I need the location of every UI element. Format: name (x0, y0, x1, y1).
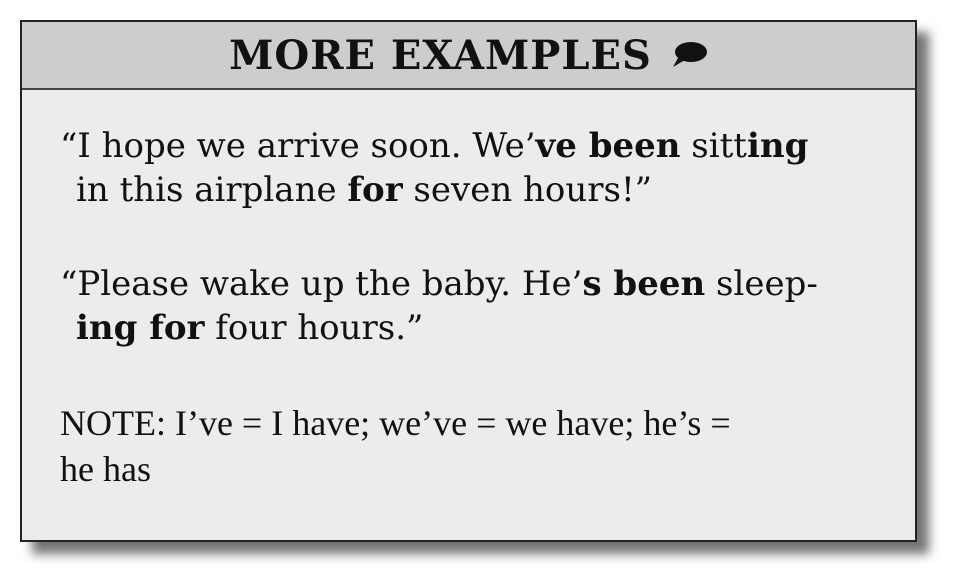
text-segment: seven hours!” (402, 170, 653, 210)
note-line-1: NOTE: I’ve = I have; we’ve = we have; he’s = (60, 403, 731, 443)
example-1-line-1 (60, 124, 881, 168)
card-header (22, 22, 915, 90)
speech-bubble-icon (670, 40, 708, 70)
text-segment: “I hope we arrive soon. We’ (60, 126, 536, 166)
highlighted-segment: for (347, 170, 403, 210)
note-line-2: he has (60, 449, 151, 489)
text-segment: in this airplane (76, 170, 348, 210)
note (60, 400, 881, 492)
card-title: MORE EXAMPLES (229, 31, 652, 79)
text-segment: sitt (680, 126, 747, 166)
text-segment: four hours.” (204, 308, 424, 348)
text-segment: sleep- (705, 264, 818, 304)
card-body (22, 90, 915, 492)
highlighted-segment: ing (746, 126, 809, 166)
text-segment: “Please wake up the baby. He’ (60, 264, 583, 304)
example-2 (60, 262, 881, 350)
highlighted-segment: ve been (535, 126, 681, 166)
examples-card (20, 20, 917, 542)
example-1 (60, 124, 881, 212)
example-1-line-2 (60, 168, 881, 212)
example-2-line-1 (60, 262, 881, 306)
highlighted-segment: s been (582, 264, 706, 304)
example-2-line-2 (60, 306, 881, 350)
highlighted-segment: ing for (76, 308, 205, 348)
